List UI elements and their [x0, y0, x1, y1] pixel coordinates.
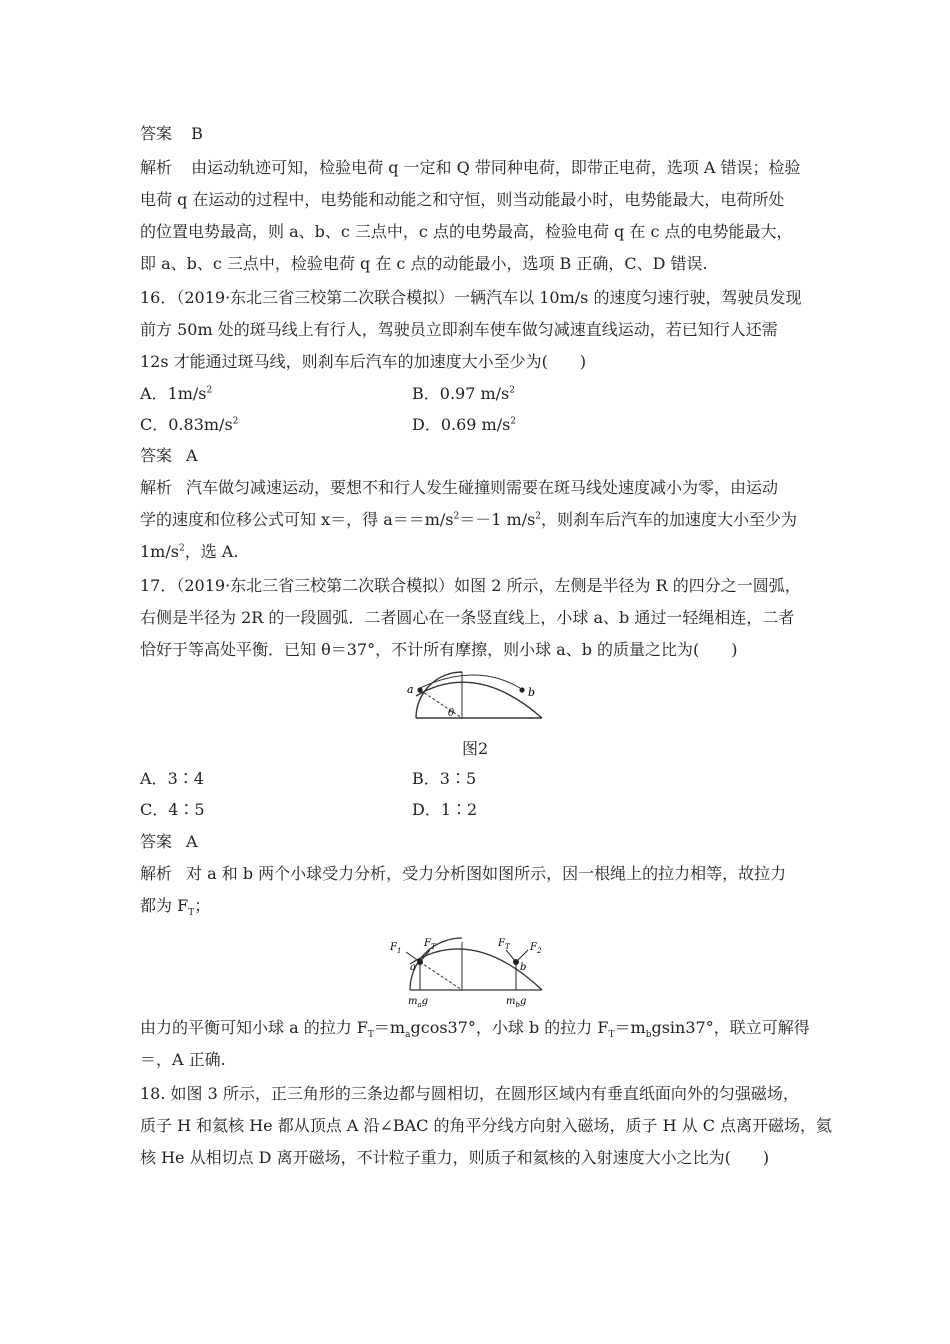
label-mag: $m_ag$: [408, 996, 429, 1009]
q17-stem-line-3: 恰好于等高处平衡．已知 θ＝37°，不计所有摩擦，则小球 a、b 的质量之比为( ): [140, 640, 738, 659]
q17-analysis-line-2: 都为 $F_T$；: [140, 896, 211, 919]
label-f2: $F_2$: [530, 942, 542, 955]
q18-stem-line-3: 核 He 从相切点 D 离开磁场，不计粒子重力，则质子和氦核的入射速度大小之比为( ): [140, 1148, 770, 1167]
q16-stem-line-2: 前方 50m 处的斑马线上有行人，驾驶员立即刹车使车做匀减速直线运动，若已知行人还需: [140, 320, 778, 339]
q18-stem-line-2: 质子 H 和氦核 He 都从顶点 A 沿∠BAC 的角平分线方向射入磁场，质子 H 从 C 点离开磁场，氦: [140, 1116, 833, 1135]
q16-option-b: B．0.97 $m/s^2$: [412, 384, 515, 403]
q17-option-b: B．3∶5: [412, 769, 477, 788]
ball-a: [417, 687, 422, 692]
label-f1: $F_1$: [390, 942, 402, 955]
q17-stem-line-1: 17．（2019·东北三省三校第二次联合模拟）如图 2 所示，左侧是半径为 R 的四分之一圆弧，: [140, 576, 801, 595]
ball-b: [519, 687, 524, 692]
q15-analysis-line-3: 的位置电势最高，则 a、b、c 三点中，c 点的电势最高，检验电荷 q 在 c 点的电势能最大，: [140, 222, 793, 241]
q16-analysis-line-1: 解析 汽车做匀减速运动，要想不和行人发生碰撞则需要在斑马线处速度减小为零，由运动: [140, 478, 779, 497]
q16-stem-line-1: 16．（2019·东北三省三校第二次联合模拟）一辆汽车以 10m/s 的速度匀速行驶，驾驶员发现: [140, 288, 802, 307]
label-ft-b: $F_T$: [498, 938, 510, 951]
q16-analysis-line-3: $1m/s^2$，选 A.: [140, 542, 239, 561]
answer-value: B: [191, 124, 203, 143]
figure-2-caption: 图2: [462, 739, 489, 758]
label-ft-a: $F_T$: [424, 938, 436, 951]
answer-label: 答案: [140, 124, 173, 143]
q16-option-d: D．0.69 $m/s^2$: [412, 415, 517, 434]
quarter-arc: [416, 672, 462, 718]
q17-option-c: C．4∶5: [140, 800, 205, 819]
q17-conclusion-line-2: ＝，A 正确.: [140, 1050, 226, 1069]
q16-analysis-line-2: 学的速度和位移公式可知 x＝，得 $a==m/s^2=-1$ $m/s^2$，则刹车后汽车的加速度大小至少为: [140, 510, 798, 529]
q17-analysis-line-1: 解析 对 a 和 b 两个小球受力分析，受力分析图如图所示，因一根绳上的拉力相等，故拉力: [140, 864, 787, 883]
radius-dashed: [420, 690, 462, 718]
figure-2-diagram: [396, 664, 556, 724]
q17-conclusion-line-1: 由力的平衡可知小球 a 的拉力 $F_T=m_agcos37^\circ$，小球 b 的拉力 $F_T=m_bgsin37^\circ$，联立可解得: [140, 1018, 810, 1041]
label-a: a: [410, 962, 416, 973]
analysis-label: 解析: [140, 158, 173, 177]
q16-stem-line-3: 12s 才能通过斑马线，则刹车后汽车的加速度大小至少为( ): [140, 352, 587, 371]
q15-analysis-line-1: 解析 由运动轨迹可知，检验电荷 q 一定和 Q 带同种电荷，即带正电荷，选项 A 错误；检验: [140, 158, 801, 177]
q17-option-a: A．3∶4: [140, 769, 204, 788]
label-mbg: $m_bg$: [506, 996, 527, 1009]
label-theta: θ: [448, 708, 455, 719]
force-analysis-diagram: [386, 934, 566, 1010]
q17-option-d: D．1∶2: [412, 800, 478, 819]
q16-answer: 答案 A: [140, 446, 198, 465]
q18-stem-line-1: 18. 如图 3 所示，正三角形的三条边都与圆相切，在圆形区域内有垂直纸面向外的匀强磁场，: [140, 1084, 799, 1103]
label-a: a: [407, 683, 414, 696]
label-b: b: [528, 686, 536, 699]
q17-answer: 答案 A: [140, 832, 198, 851]
q15-analysis-line-4: 即 a、b、c 三点中，检验电荷 q 在 c 点的动能最小，选项 B 正确，C、D 错误.: [140, 254, 708, 273]
q15-answer: [140, 124, 203, 144]
rope: [420, 675, 520, 688]
q15-analysis-line-2: 电荷 q 在运动的过程中，电势能和动能之和守恒，则当动能最小时，电势能最大，电荷所处: [140, 190, 785, 209]
large-arc: [416, 682, 542, 718]
q17-stem-line-2: 右侧是半径为 2R 的一段圆弧．二者圆心在一条竖直线上，小球 a、b 通过一轻绳相连，二者: [140, 608, 795, 627]
q16-option-c: C．$0.83m/s^2$: [140, 415, 239, 434]
label-b: b: [520, 962, 527, 973]
q16-option-a: A．$1m/s^2$: [140, 384, 213, 403]
